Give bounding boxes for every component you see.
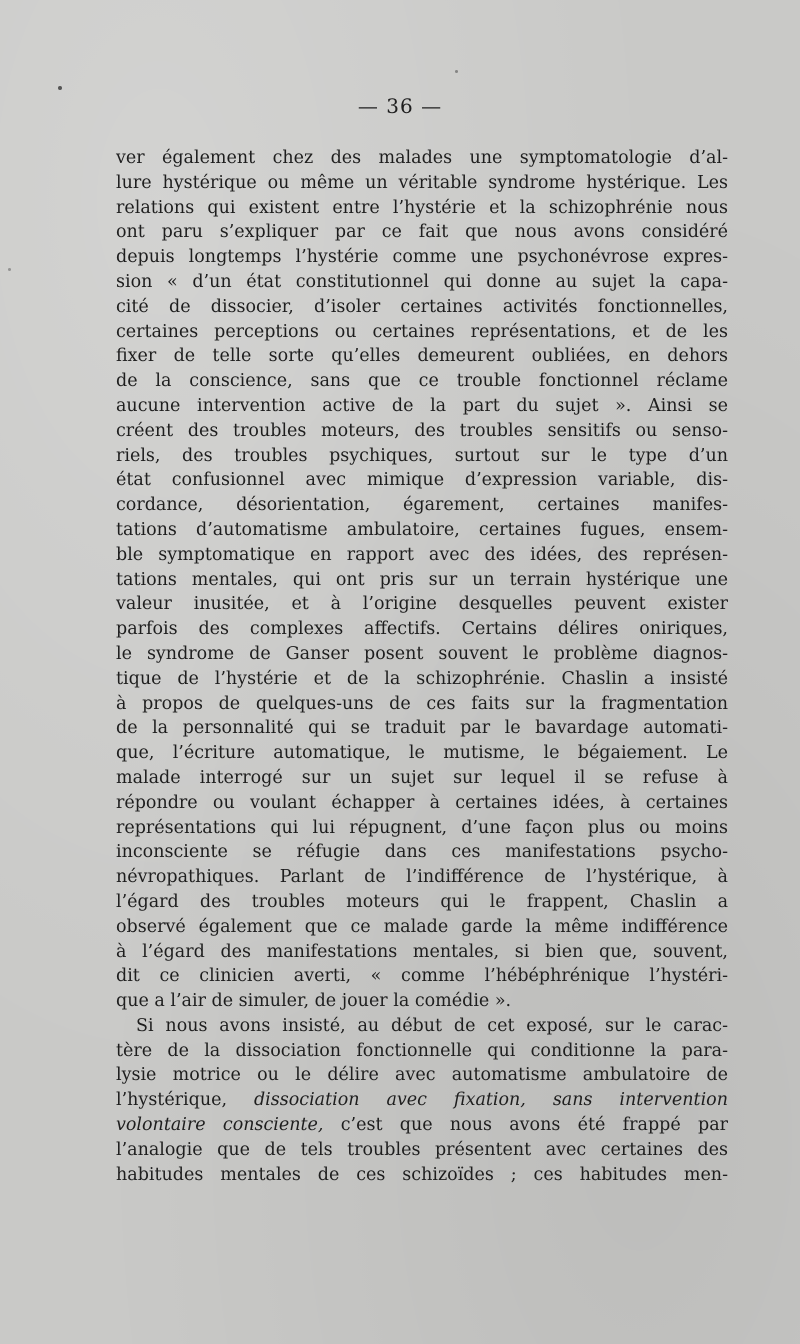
text-line bbox=[116, 692, 728, 717]
text-segment: que a l’air de simuler, de jouer la comédie ». bbox=[116, 991, 512, 1012]
text-line bbox=[116, 964, 728, 989]
text-line bbox=[116, 791, 728, 816]
text-segment: cordance, désorientation, égarement, certaines manifes- bbox=[116, 495, 728, 516]
italic-segment: volontaire consciente, bbox=[116, 1115, 324, 1136]
text-line bbox=[116, 1039, 728, 1064]
body-text bbox=[116, 146, 728, 1187]
text-line bbox=[116, 915, 728, 940]
text-line bbox=[116, 369, 728, 394]
text-segment: aucune intervention active de la part du sujet ». Ainsi se bbox=[116, 395, 728, 416]
text-segment: de la personnalité qui se traduit par le bavardage automati- bbox=[116, 718, 728, 739]
text-segment: à l’égard des manifestations mentales, si bien que, souvent, bbox=[116, 941, 728, 962]
text-line bbox=[116, 568, 728, 593]
text-segment: c’est que nous avons été frappé par bbox=[323, 1115, 728, 1136]
text-segment: valeur inusitée, et à l’origine desquelles peuvent exister bbox=[116, 594, 728, 615]
text-line bbox=[116, 617, 728, 642]
text-line bbox=[116, 766, 728, 791]
text-segment: de la conscience, sans que ce trouble fonctionnel réclame bbox=[116, 371, 728, 392]
text-line bbox=[116, 518, 728, 543]
text-segment: l’hystérique, bbox=[116, 1090, 254, 1111]
text-segment: malade interrogé sur un sujet sur lequel il se refuse à bbox=[116, 767, 728, 788]
text-line bbox=[116, 245, 728, 270]
text-line bbox=[116, 816, 728, 841]
text-line bbox=[116, 1138, 728, 1163]
text-segment: que, l’écriture automatique, le mutisme, le bégaiement. Le bbox=[116, 743, 728, 764]
text-segment: fixer de telle sorte qu’elles demeurent oubliées, en dehors bbox=[116, 346, 728, 367]
text-line bbox=[116, 394, 728, 419]
text-line bbox=[116, 840, 728, 865]
text-line bbox=[116, 1163, 728, 1188]
text-line bbox=[116, 592, 728, 617]
text-segment: à propos de quelques-uns de ces faits sur la fragmentation bbox=[116, 693, 728, 714]
text-segment: ver également chez des malades une symptomatologie d’al- bbox=[116, 148, 728, 168]
text-line bbox=[116, 741, 728, 766]
text-line bbox=[116, 1014, 728, 1039]
print-speck bbox=[455, 70, 458, 73]
text-segment: inconsciente se réfugie dans ces manifestations psycho- bbox=[116, 842, 728, 863]
text-line bbox=[116, 320, 728, 345]
text-segment: riels, des troubles psychiques, surtout sur le type d’un bbox=[116, 445, 728, 466]
text-segment: le syndrome de Ganser posent souvent le problème diagnos- bbox=[116, 643, 728, 664]
text-segment: névropathiques. Parlant de l’indifférence de l’hystérique, à bbox=[116, 867, 728, 888]
text-segment: représentations qui lui répugnent, d’une façon plus ou moins bbox=[116, 817, 728, 838]
text-segment: tère de la dissociation fonctionnelle qui conditionne la para- bbox=[116, 1040, 728, 1061]
text-line bbox=[116, 716, 728, 741]
text-segment: tations d’automatisme ambulatoire, certaines fugues, ensem- bbox=[116, 519, 728, 540]
text-line bbox=[116, 940, 728, 965]
text-line bbox=[116, 493, 728, 518]
text-line bbox=[116, 642, 728, 667]
text-line bbox=[116, 543, 728, 568]
italic-segment: dissociation avec fixation, sans intervention bbox=[253, 1090, 728, 1111]
text-segment: ble symptomatique en rapport avec des idées, des représen- bbox=[116, 544, 728, 565]
text-line bbox=[116, 171, 728, 196]
page-number: — 36 — bbox=[357, 94, 443, 118]
text-line bbox=[116, 270, 728, 295]
text-segment: ont paru s’expliquer par ce fait que nous avons considéré bbox=[116, 222, 728, 243]
text-segment: observé également que ce malade garde la même indifférence bbox=[116, 916, 728, 937]
text-line bbox=[116, 865, 728, 890]
text-line bbox=[116, 444, 728, 469]
text-segment: lure hystérique ou même un véritable syndrome hystérique. Les bbox=[116, 172, 728, 193]
text-line bbox=[116, 1113, 728, 1138]
text-line bbox=[116, 1088, 728, 1113]
text-segment: l’égard des troubles moteurs qui le frappent, Chaslin a bbox=[116, 891, 728, 912]
text-segment: lysie motrice ou le délire avec automatisme ambulatoire de bbox=[116, 1065, 728, 1086]
text-segment: tations mentales, qui ont pris sur un terrain hystérique une bbox=[116, 569, 728, 590]
text-segment: état confusionnel avec mimique d’expression variable, dis- bbox=[116, 470, 728, 491]
text-segment: tique de l’hystérie et de la schizophrénie. Chaslin a insisté bbox=[116, 668, 728, 689]
text-line bbox=[116, 1063, 728, 1088]
print-speck bbox=[58, 86, 62, 90]
text-line bbox=[116, 989, 728, 1014]
text-line bbox=[116, 890, 728, 915]
text-segment: dit ce clinicien averti, « comme l’hébéphrénique l’hystéri- bbox=[116, 966, 728, 987]
text-line bbox=[116, 468, 728, 493]
text-segment: habitudes mentales de ces schizoïdes ; ces habitudes men- bbox=[116, 1164, 728, 1185]
text-segment: depuis longtemps l’hystérie comme une psychonévrose expres- bbox=[116, 247, 728, 268]
text-segment: cité de dissocier, d’isoler certaines activités fonctionnelles, bbox=[116, 296, 728, 317]
text-line bbox=[116, 344, 728, 369]
text-segment: sion « d’un état constitutionnel qui donne au sujet la capa- bbox=[116, 271, 728, 292]
text-segment: créent des troubles moteurs, des troubles sensitifs ou senso- bbox=[116, 420, 728, 441]
print-speck bbox=[8, 268, 11, 271]
text-segment: relations qui existent entre l’hystérie et la schizophrénie nous bbox=[116, 197, 728, 218]
text-segment: certaines perceptions ou certaines représentations, et de les bbox=[116, 321, 728, 342]
text-segment: l’analogie que de tels troubles présentent avec certaines des bbox=[116, 1139, 728, 1160]
text-line bbox=[116, 220, 728, 245]
text-segment: parfois des complexes affectifs. Certains délires oniriques, bbox=[116, 619, 728, 640]
text-line bbox=[116, 146, 728, 171]
text-line bbox=[116, 667, 728, 692]
text-segment: Si nous avons insisté, au début de cet exposé, sur le carac- bbox=[136, 1015, 728, 1036]
text-segment: répondre ou voulant échapper à certaines idées, à certaines bbox=[116, 792, 728, 813]
text-line bbox=[116, 419, 728, 444]
text-line bbox=[116, 295, 728, 320]
text-line bbox=[116, 196, 728, 221]
